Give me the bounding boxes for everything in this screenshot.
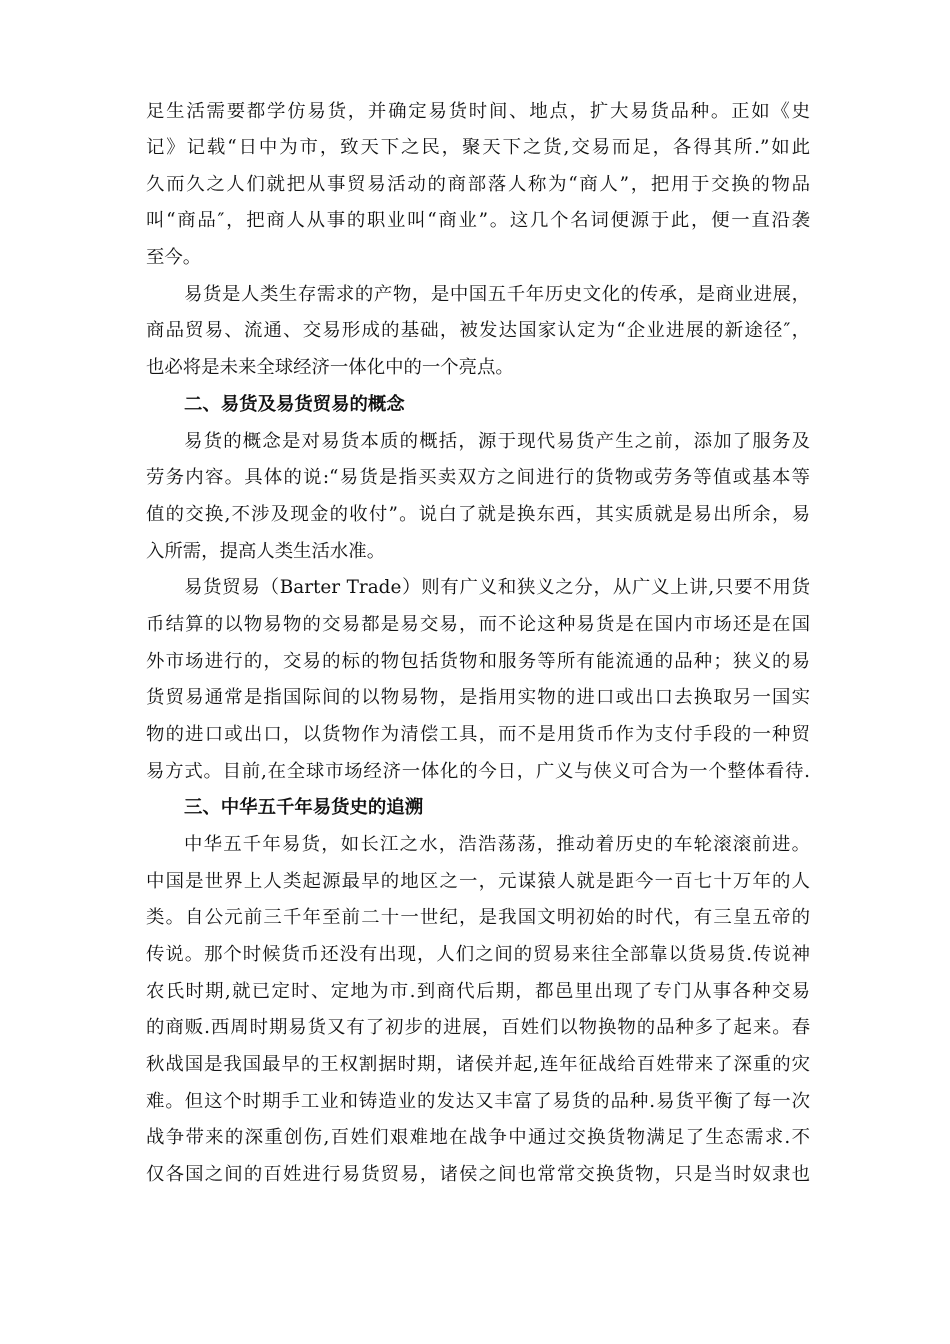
paragraph-line: 仅各国之间的百姓进行易货贸易，诸侯之间也常常交换货物，只是当时奴隶也 [146,1164,810,1185]
paragraph-line: 易货贸易（Barter Trade）则有广义和狭义之分，从广义上讲,只要不用货 [184,577,810,598]
paragraph-line: 中华五千年易货，如长江之水，浩浩荡荡，推动着历史的车轮滚滚前进。 [184,834,810,855]
paragraph-line: 也必将是未来全球经济一体化中的一个亮点。 [146,357,514,378]
paragraph-line: 久而久之人们就把从事贸易活动的商部落人称为“商人”，把用于交换的物品 [146,174,810,195]
paragraph-line: 入所需，提高人类生活水准。 [146,541,386,562]
section-heading: 二、易货及易货贸易的概念 [184,394,405,415]
paragraph-line: 记》记载“日中为市，致天下之民，聚天下之货,交易而足，各得其所.”如此 [146,137,810,158]
paragraph-line: 易货的概念是对易货本质的概括，源于现代易货产生之前，添加了服务及 [184,431,810,452]
paragraph-line: 商品贸易、流通、交易形成的基础，被发达国家认定为“企业进展的新途径″， [146,320,810,341]
paragraph-line: 值的交换,不涉及现金的收付”。说白了就是换东西，其实质就是易出所余，易 [146,504,810,525]
paragraph-line: 足生活需要都学仿易货，并确定易货时间、地点，扩大易货品种。正如《史 [146,101,810,122]
paragraph-line: 易货是人类生存需求的产物，是中国五千年历史文化的传承，是商业进展， [184,284,810,305]
paragraph-line: 传说。那个时候货币还没有出现，人们之间的贸易来往全部靠以货易货.传说神 [146,944,810,965]
paragraph-line: 中国是世界上人类起源最早的地区之一，元谋猿人就是距今一百七十万年的人 [146,871,810,892]
paragraph-line: 物的进口或出口，以货物作为清偿工具，而不是用货币作为支付手段的一种贸 [146,724,810,745]
paragraph-line: 货贸易通常是指国际间的以物易物，是指用实物的进口或出口去换取另一国实 [146,687,810,708]
paragraph-line: 币结算的以物易物的交易都是易交易，而不论这种易货是在国内市场还是在国 [146,614,810,635]
paragraph-line: 战争带来的深重创伤,百姓们艰难地在战争中通过交换货物满足了生态需求.不 [146,1127,810,1148]
paragraph-line: 易方式。目前,在全球市场经济一体化的今日，广义与侠义可合为一个整体看待. [146,761,810,782]
section-heading: 三、中华五千年易货史的追溯 [184,797,424,818]
paragraph-line: 至今。 [146,247,202,268]
paragraph-line: 秋战国是我国最早的王权割据时期，诸侯并起,连年征战给百姓带来了深重的灾 [146,1054,810,1075]
paragraph-line: 劳务内容。具体的说:“易货是指买卖双方之间进行的货物或劳务等值或基本等 [146,467,810,488]
paragraph-line: 难。但这个时期手工业和铸造业的发达又丰富了易货的品种.易货平衡了每一次 [146,1091,810,1112]
paragraph-line: 农氏时期,就已定时、定地为市.到商代后期，都邑里出现了专门从事各种交易 [146,981,810,1002]
paragraph-line: 叫“商品″，把商人从事的职业叫“商业”。这几个名词便源于此，便一直沿袭 [146,210,810,231]
paragraph-line: 类。自公元前三千年至前二十一世纪，是我国文明初始的时代，有三皇五帝的 [146,907,810,928]
paragraph-line: 外市场进行的，交易的标的物包括货物和服务等所有能流通的品种；狭义的易 [146,651,810,672]
paragraph-line: 的商贩.西周时期易货又有了初步的进展，百姓们以物换物的品种多了起来。春 [146,1017,810,1038]
